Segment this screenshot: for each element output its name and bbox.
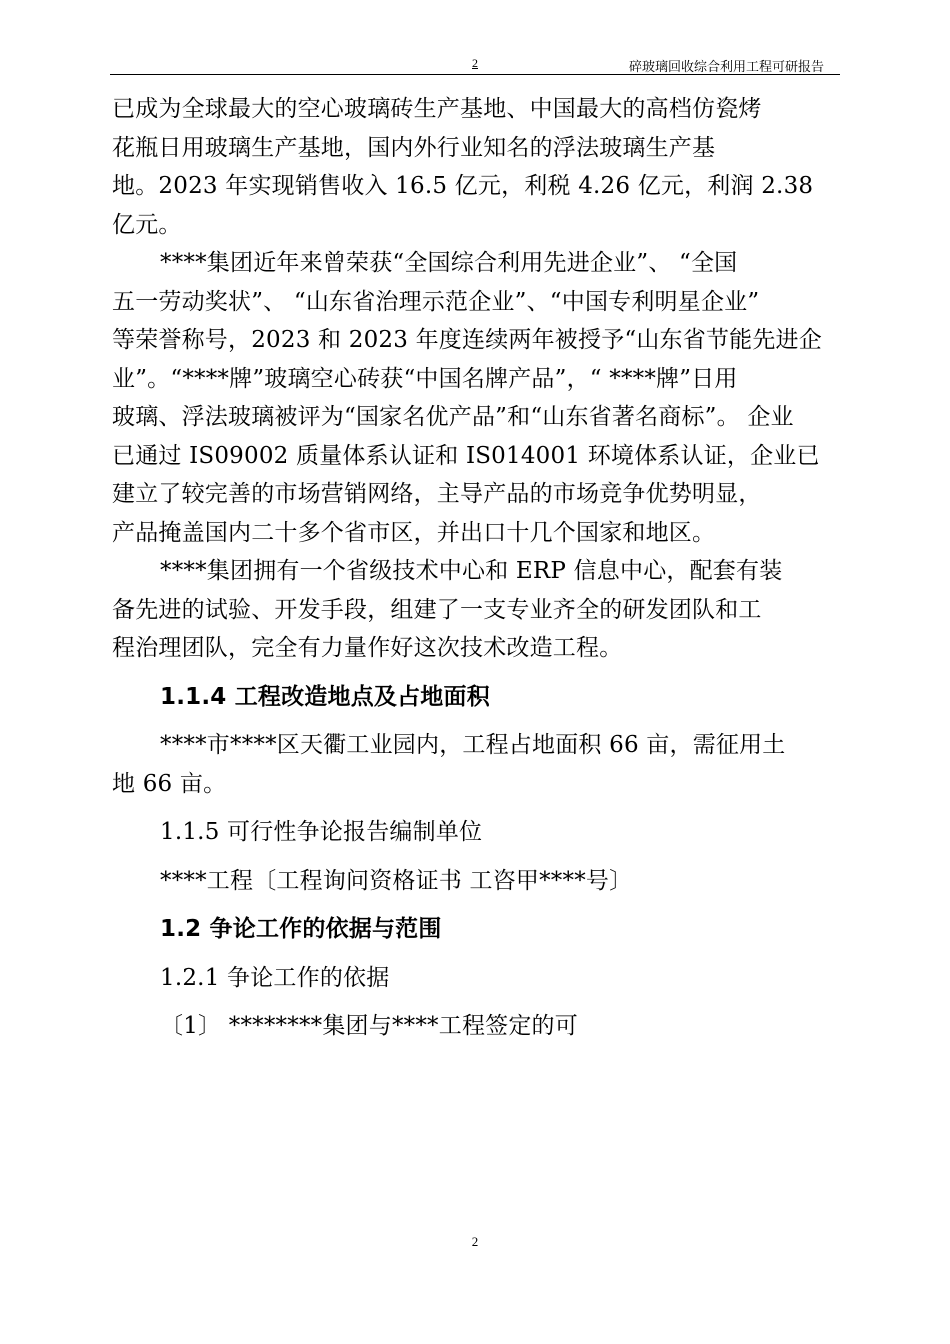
paragraph-technology — [112, 552, 842, 668]
paragraph-company-intro — [112, 90, 842, 244]
text-line: 已成为全球最大的空心玻璃砖生产基地、中国最大的高档仿瓷烤 — [112, 96, 762, 122]
text-line: 地。2023 年实现销售收入 16.5 亿元，利税 4.26 亿元，利润 2.38 — [112, 173, 814, 199]
list-item-1: 〔1〕 ********集团与****工程签定的可 — [160, 1013, 578, 1039]
paragraph-compiler: ****工程〔工程询问资格证书 工咨甲****号〕 — [160, 867, 633, 894]
text-line: ****集团拥有一个省级技术中心和 ERP 信息中心，配套有装 — [160, 558, 783, 584]
text-line: ****集团近年来曾荣获“全国综合利用先进企业”、 “全国 — [160, 250, 738, 276]
text-line: 花瓶日用玻璃生产基地，国内外行业知名的浮法玻璃生产基 — [112, 134, 716, 161]
text-line: 等荣誉称号，2023 和 2023 年度连续两年被授予“山东省节能先进企 — [112, 327, 822, 353]
text-line: 地 66 亩。 — [112, 770, 227, 797]
paragraph-honors — [112, 244, 842, 552]
text-line: 已通过 IS09002 质量体系认证和 IS014001 环境体系认证，企业已 — [112, 442, 820, 469]
document-body — [112, 90, 842, 1046]
text-line: 亿元。 — [112, 211, 182, 238]
text-line: ****市****区天衢工业园内，工程占地面积 66 亩，需征用土 — [160, 732, 786, 758]
header-title: 碎玻璃回收综合利用工程可研报告 — [628, 59, 824, 74]
page-header — [110, 52, 840, 75]
section-heading-1-2: 1.2 争论工作的依据与范围 — [160, 916, 442, 942]
section-heading-1-1-4: 1.1.4 工程改造地点及占地面积 — [160, 683, 490, 710]
text-line: 业”。“****牌”玻璃空心砖获“中国名牌产品”，“ ****牌”日用 — [112, 365, 738, 392]
text-line: 玻璃、浮法玻璃被评为“国家名优产品”和“山东省著名商标”。 企业 — [112, 404, 794, 430]
text-line: 程治理团队，完全有力量作好这次技术改造工程。 — [112, 635, 623, 661]
text-line: 备先进的试验、开发手段，组建了一支专业齐全的研发团队和工 — [112, 596, 762, 623]
text-line: 建立了较完善的市场营销网络，主导产品的市场竞争优势明显， — [112, 481, 762, 507]
paragraph-location — [112, 726, 842, 803]
section-heading-1-2-1: 1.2.1 争论工作的依据 — [160, 964, 390, 991]
text-line: 产品掩盖国内二十多个省市区，并出口十几个国家和地区。 — [112, 519, 716, 546]
header-page-number: 2 — [472, 56, 478, 70]
section-heading-1-1-5: 1.1.5 可行性争论报告编制单位 — [160, 819, 483, 845]
text-line: 五一劳动奖状”、 “山东省治理示范企业”、“中国专利明星企业” — [112, 288, 760, 315]
page-footer-number: 2 — [471, 1234, 479, 1249]
